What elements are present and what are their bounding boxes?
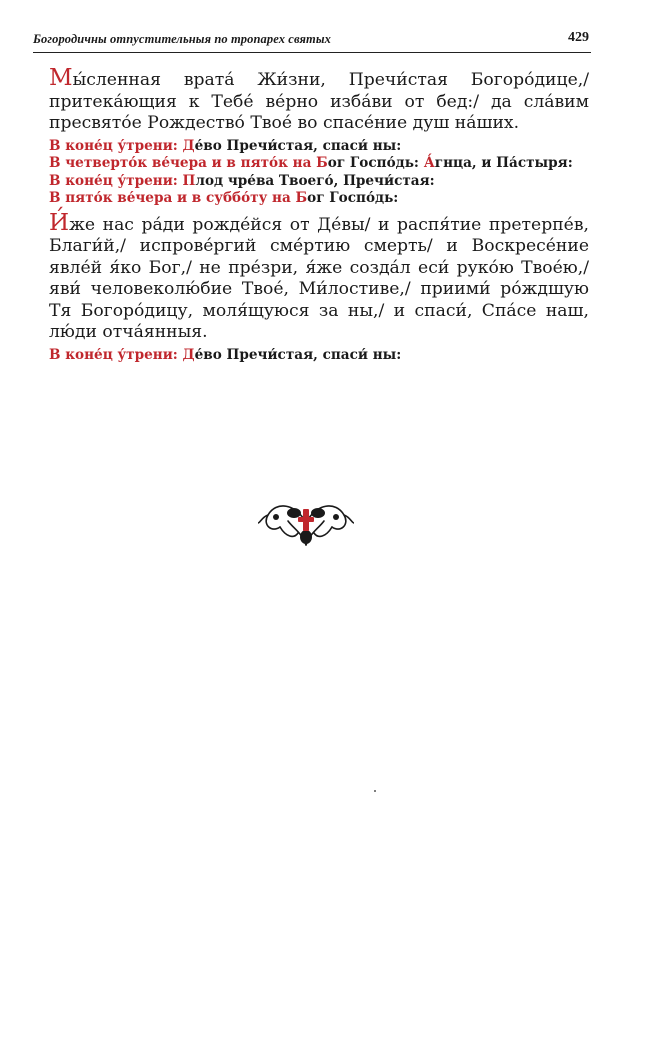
running-title: Богородичны отпустительныя по тропарех святых [33, 32, 331, 46]
rubric [49, 138, 589, 155]
rubric-red: В коне́ц у́трени: П [49, 173, 196, 190]
troparion-text: ы́сленная врата́ Жи́зни, Пречи́стая Богоро́дице,/ притека́ющия к Тебе́ ве́рно изба́ви от бед:/ да сла́вим пресвято́е Рождество́ Твое́ во спасе́ние душ на́ших. [49, 70, 589, 133]
troparion-2 [49, 209, 589, 344]
running-header [33, 30, 591, 53]
rubric-red: А́ [423, 154, 435, 171]
rubric [49, 190, 589, 207]
rubric-red: В четверто́к ве́чера и в пято́к на Б [49, 154, 328, 171]
rubric-red: В пято́к ве́чера и в суббо́ту на Б [49, 190, 308, 207]
rubric-red: В коне́ц у́трени: Д [49, 137, 195, 154]
rubric-black: лод чре́ва Твоего́, Пречи́стая: [195, 173, 435, 190]
text-body [49, 65, 589, 364]
rubric [49, 347, 589, 364]
page-number: 429 [568, 30, 589, 45]
rubric-black: е́во Пречи́стая, спаси́ ны: [194, 137, 402, 154]
rubric-black: ог Госпо́дь: [307, 190, 399, 207]
rubric-black: ог Госпо́дь: [327, 154, 424, 171]
rubric-red: В коне́ц у́трени: Д [49, 346, 195, 363]
rubric-black: е́во Пречи́стая, спаси́ ны: [194, 346, 402, 363]
drop-initial: М [49, 65, 73, 91]
troparion-text: же нас ра́ди рожде́йся от Де́вы/ и распя́тие претерпе́в, Благи́й,/ испрове́ргий сме́ртию смерть/ и Воскресе́ние явле́й я́ко Бог,/ не пре́зри, я́же созда́л еси́ руко́ю Твое́ю,/ яви́ человеколю́бие Твое́, Ми́лостиве,/ приими́ ро́ждшую Тя Богоро́дицу, моля́щуюся за ны,/ и спаси́, Спа́се наш, лю́ди отча́янныя. [49, 214, 589, 343]
rubric [49, 155, 589, 172]
rubric [49, 173, 589, 190]
troparion-1 [49, 65, 589, 135]
drop-initial: И́ [49, 209, 70, 236]
print-speck [374, 790, 376, 792]
floral-tailpiece-ornament-icon [258, 493, 354, 551]
rubric-black: гнца, и Па́стыря: [434, 154, 573, 171]
